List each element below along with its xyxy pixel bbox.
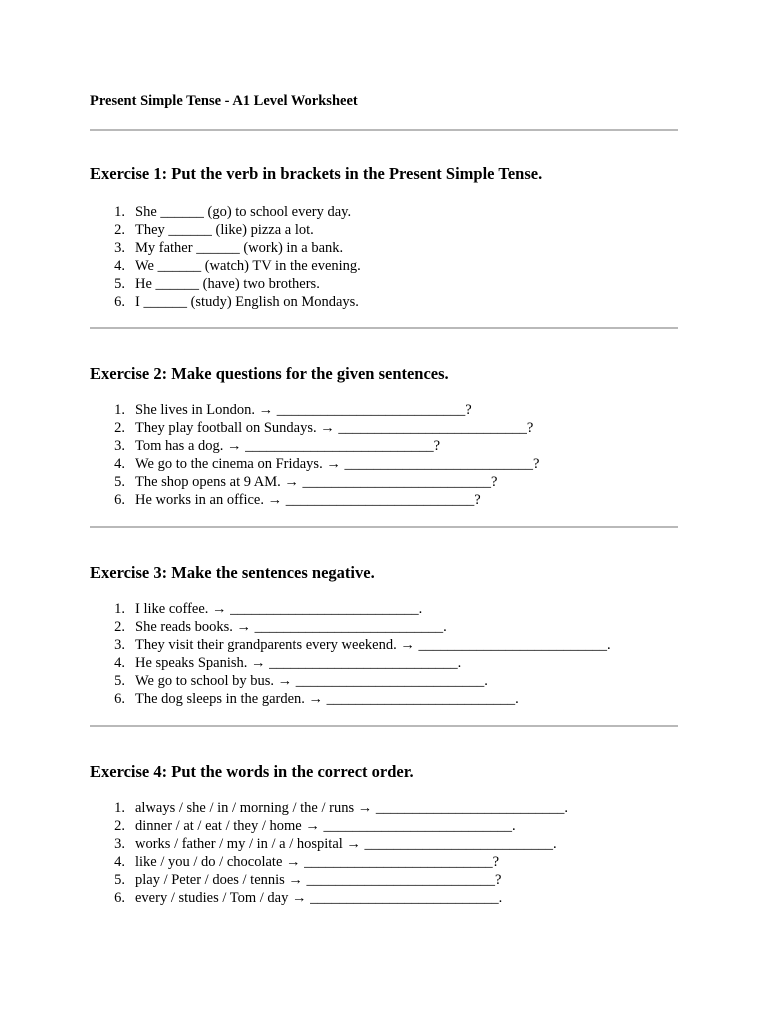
item-text: We go to the cinema on Fridays. → __________________________? <box>135 456 540 472</box>
item-number: 1. <box>114 601 125 617</box>
item-number: 3. <box>114 240 125 256</box>
item-number: 5. <box>114 474 125 490</box>
item-number: 5. <box>114 276 125 292</box>
item-number: 1. <box>114 800 125 816</box>
item-number: 6. <box>114 294 125 310</box>
document-title: Present Simple Tense - A1 Level Worksheet <box>90 93 358 109</box>
item-text: He ______ (have) two brothers. <box>135 276 320 292</box>
item-number: 4. <box>114 258 125 274</box>
item-number: 6. <box>114 691 125 707</box>
item-number: 2. <box>114 818 125 834</box>
item-text: I like coffee. → __________________________. <box>135 601 423 617</box>
item-text: She ______ (go) to school every day. <box>135 204 352 220</box>
item-number: 4. <box>114 456 125 472</box>
item-number: 1. <box>114 402 125 418</box>
item-text: every / studies / Tom / day → __________________________. <box>135 890 503 906</box>
item-number: 6. <box>114 492 125 508</box>
item-number: 2. <box>114 420 125 436</box>
exercise-2-heading: Exercise 2: Make questions for the given sentences. <box>90 364 449 383</box>
item-number: 2. <box>114 222 125 238</box>
item-text: They visit their grandparents every weekend. → __________________________. <box>135 637 611 653</box>
divider <box>90 725 678 727</box>
item-text: works / father / my / in / a / hospital → __________________________. <box>135 836 557 852</box>
item-number: 5. <box>114 673 125 689</box>
item-text: dinner / at / eat / they / home → __________________________. <box>135 818 516 834</box>
item-number: 4. <box>114 655 125 671</box>
item-text: Tom has a dog. → __________________________? <box>135 438 441 454</box>
item-text: They ______ (like) pizza a lot. <box>135 222 314 238</box>
item-number: 3. <box>114 836 125 852</box>
item-text: She lives in London. → __________________________? <box>135 402 472 418</box>
item-text: He works in an office. → __________________________? <box>135 492 481 508</box>
item-text: My father ______ (work) in a bank. <box>135 240 344 256</box>
item-number: 6. <box>114 890 125 906</box>
divider <box>90 129 678 131</box>
item-number: 3. <box>114 637 125 653</box>
item-text: He speaks Spanish. → __________________________. <box>135 655 462 671</box>
item-text: She reads books. → __________________________. <box>135 619 447 635</box>
exercise-4-heading: Exercise 4: Put the words in the correct order. <box>90 762 414 781</box>
item-text: The dog sleeps in the garden. → __________________________. <box>135 691 519 707</box>
divider <box>90 526 678 528</box>
item-number: 2. <box>114 619 125 635</box>
item-number: 3. <box>114 438 125 454</box>
item-text: We go to school by bus. → __________________________. <box>135 673 488 689</box>
item-text: play / Peter / does / tennis → __________________________? <box>135 872 502 888</box>
item-text: like / you / do / chocolate → __________________________? <box>135 854 500 870</box>
exercise-1-heading: Exercise 1: Put the verb in brackets in the Present Simple Tense. <box>90 164 543 183</box>
item-text: They play football on Sundays. → __________________________? <box>135 420 534 436</box>
item-text: The shop opens at 9 AM. → __________________________? <box>135 474 498 490</box>
item-text: We ______ (watch) TV in the evening. <box>135 258 361 274</box>
item-text: I ______ (study) English on Mondays. <box>135 294 359 310</box>
item-number: 1. <box>114 204 125 220</box>
item-text: always / she / in / morning / the / runs → __________________________. <box>135 800 568 816</box>
exercise-3-heading: Exercise 3: Make the sentences negative. <box>90 563 375 582</box>
item-number: 5. <box>114 872 125 888</box>
item-number: 4. <box>114 854 125 870</box>
divider <box>90 327 678 329</box>
